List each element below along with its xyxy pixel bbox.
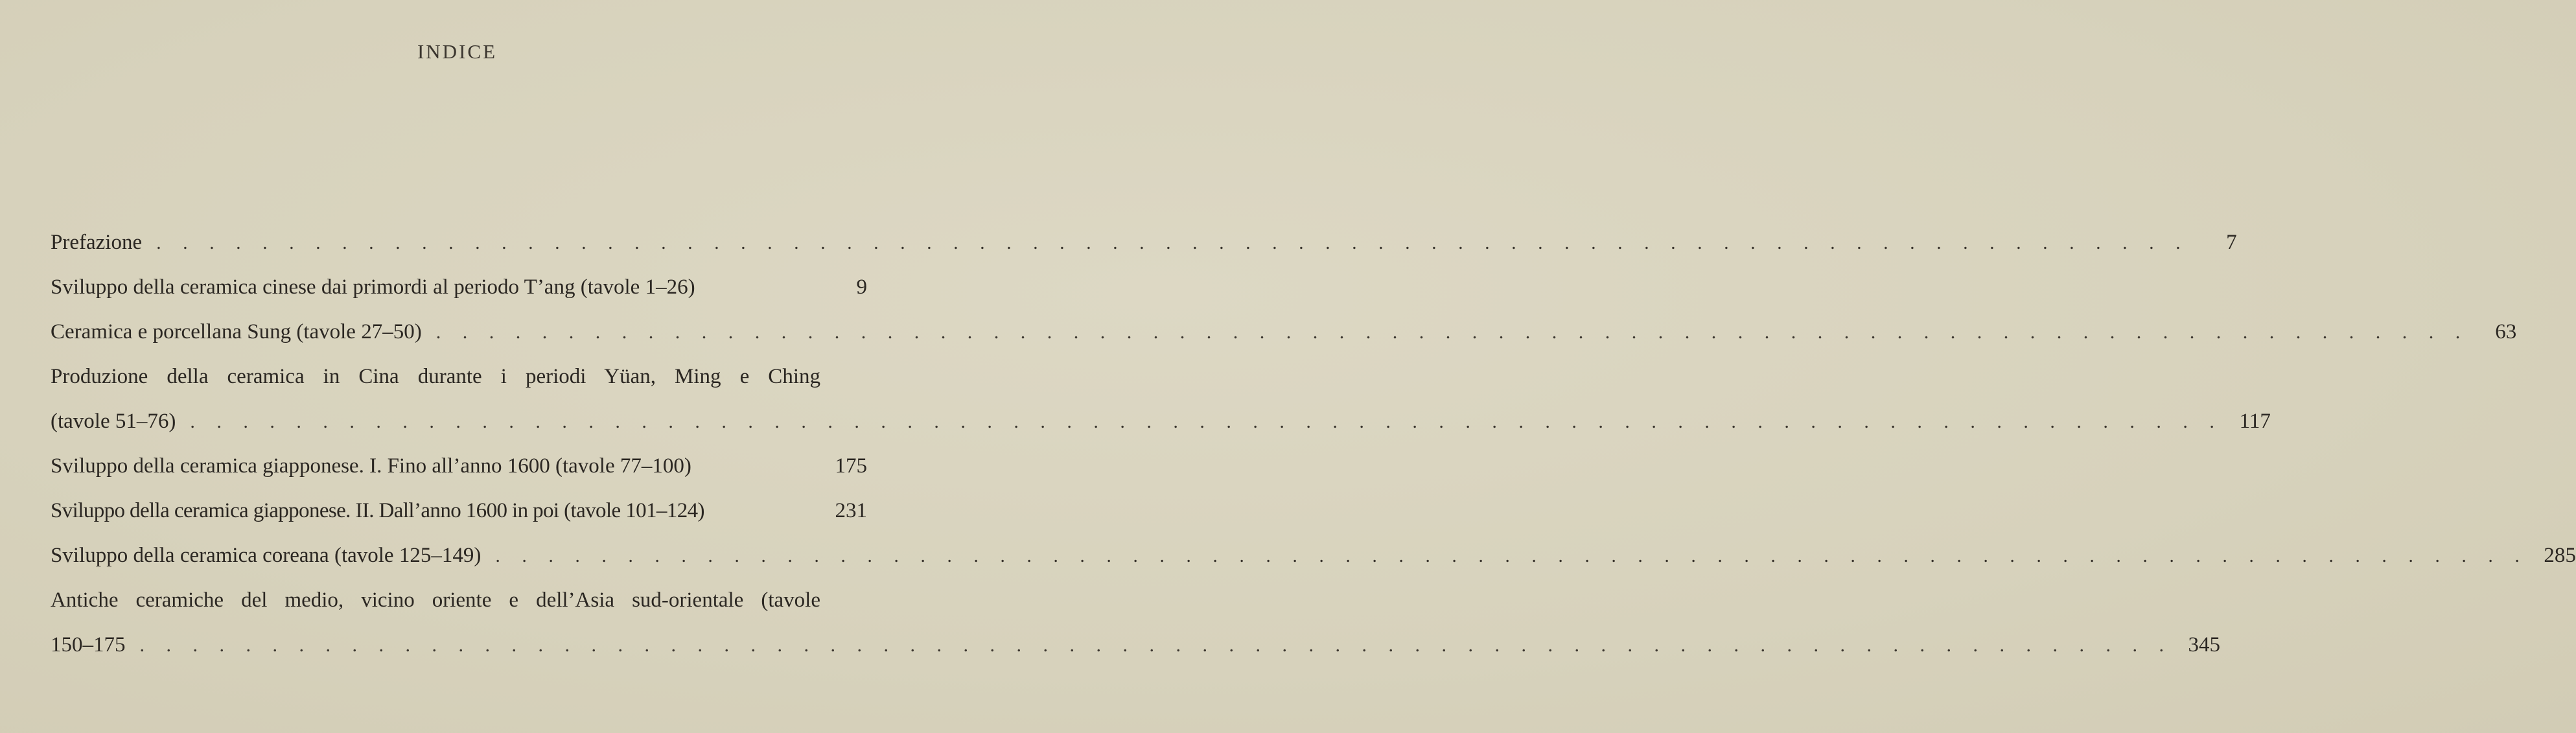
toc-page-number: 117 [2239,410,2271,433]
page-title: INDICE [417,40,498,63]
dot-leader: . . . . . . . . . . . . . . . . . . . . . . . . . . . . . . . . . . . . . . . . . . . . . . . . . . . . . . . . . . . . . . . . . . . . . . . . . . . . . [495,545,2528,566]
toc-line [51,578,820,623]
toc-line [51,310,2517,355]
toc-entry-title: Sviluppo della ceramica giapponese. I. Fino all’anno 1600 (tavole 77–100) [51,454,691,478]
dot-leader: . . . . . . . . . . . . . . . . . . . . . . . . . . . . . . . . . . . . . . . . . . . . . . . . . . . . . . . . . . . . . . . . . . . . . . . . . . . . . [156,232,2189,253]
toc-page-number: 285 [2544,544,2576,567]
toc-entry-title: Sviluppo della ceramica giapponese. II. Dall’anno 1600 in poi (tavole 101–124) [51,499,704,522]
toc-entry-giapponese-1[interactable] [51,444,867,489]
toc-entry-medio-oriente[interactable] [51,578,2220,668]
toc-entry-title: Sviluppo della ceramica coreana (tavole 125–149) [51,544,482,567]
toc-entry-title: Antiche ceramiche del medio, vicino oriente e dell’Asia sud-orientale (tavole [51,588,820,612]
toc-entry-title: Ceramica e porcellana Sung (tavole 27–50) [51,320,422,343]
toc-entry-title: Prefazione [51,231,143,254]
dot-leader: . . . . . . . . . . . . . . . . . . . . . . . . . . . . . . . . . . . . . . . . . . . . . . . . . . . . . . . . . . . . . . . . . . . . . . . . . . . . . [139,634,2172,656]
table-of-contents [51,220,2576,668]
toc-entry-prefazione[interactable] [51,220,2237,265]
toc-line-continuation [51,399,2271,444]
toc-entry-title: Produzione della ceramica in Cina durante i periodi Yüan, Ming e Ching [51,365,820,388]
toc-entry-coreana[interactable] [51,533,2576,578]
toc-entry-title: Sviluppo della ceramica cinese dai primordi al periodo T’ang (tavole 1–26) [51,275,695,299]
toc-line-continuation [51,623,2220,668]
toc-entry-giapponese-2[interactable] [51,489,867,533]
dot-leader: . . . . . . . . . . . . . . . . . . . . . . . . . . . . . . . . . . . . . . . . . . . . . . . . . . . . . . . . . . . . . . . . . . . . . . . . . . . . . [190,411,2223,432]
toc-entry-ceramica-sung[interactable] [51,310,2517,355]
toc-entry-title-continuation: (tavole 51–76) [51,410,176,433]
toc-entry-title-continuation: 150–175 [51,633,126,657]
toc-page-number: 7 [2226,231,2237,254]
toc-page-number: 63 [2495,320,2517,343]
dot-leader: . . . . . . . . . . . . . . . . . . . . . . . . . . . . . . . . . . . . . . . . . . . . . . . . . . . . . . . . . . . . . . . . . . . . . . . . . . . . . [435,321,2469,343]
toc-page-number: 345 [2188,633,2220,657]
toc-line [51,489,867,533]
toc-entry-yuan-ming-ching[interactable] [51,355,2271,444]
toc-line [51,355,820,399]
toc-page-number: 175 [835,454,867,478]
toc-line [51,220,2237,265]
toc-line [51,444,867,489]
toc-line [51,533,2576,578]
toc-page-number: 9 [856,275,867,299]
toc-entry-ceramica-cinese[interactable] [51,265,867,310]
toc-line [51,265,867,310]
toc-page-number: 231 [835,499,867,522]
